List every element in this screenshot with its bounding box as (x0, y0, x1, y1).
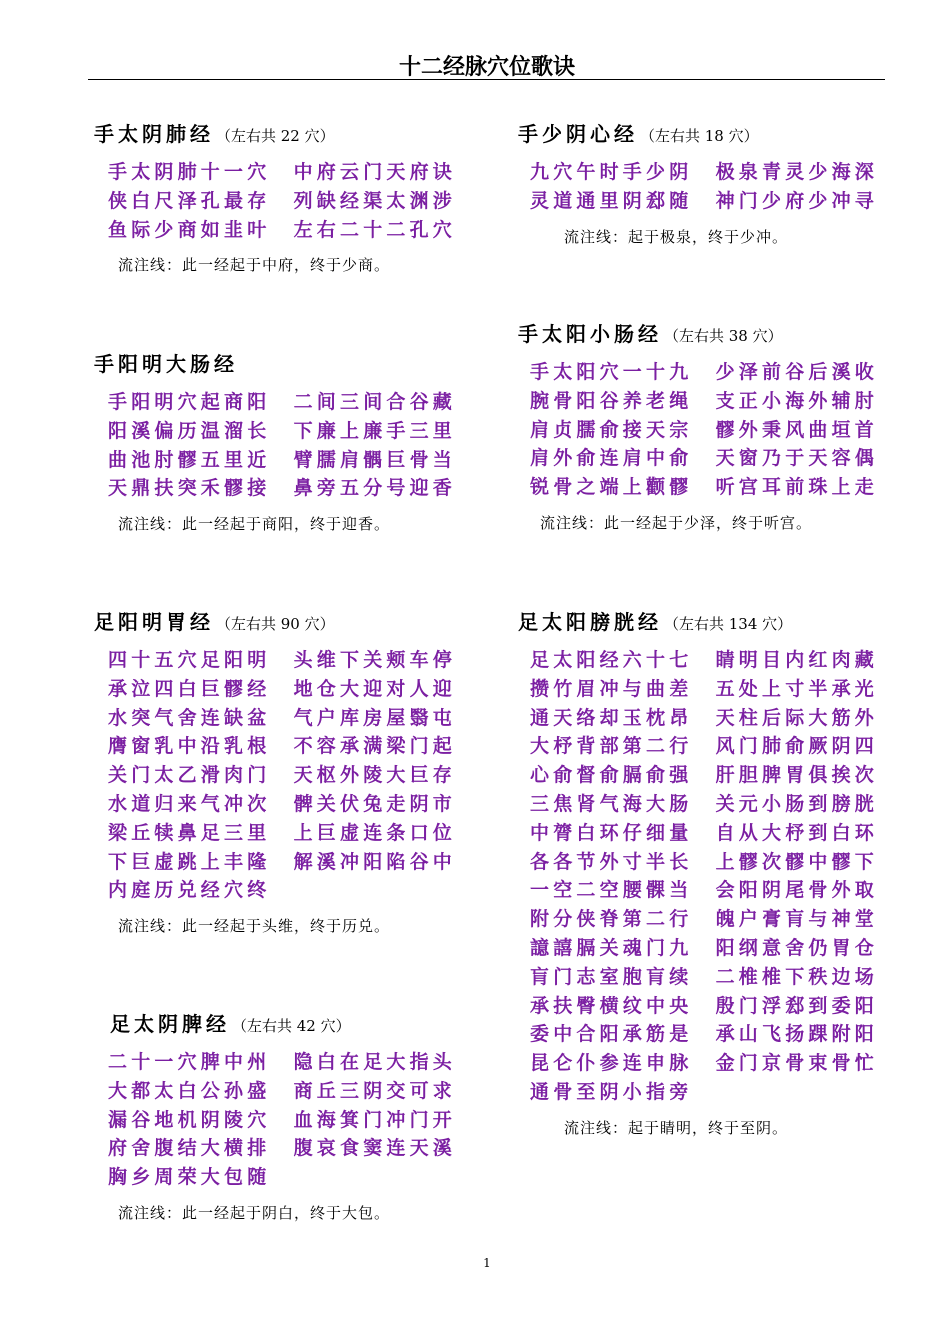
section-header (94, 606, 456, 636)
flow-line: 流注线：此一经起于阴白，终于大包。 (118, 1203, 391, 1222)
verse-line: 心俞督俞膈俞强 肝胆脾胃俱挨次 (530, 764, 879, 787)
verse-line: 手阳明穴起商阳 二间三间合谷藏 (108, 391, 457, 413)
verse-line: 四十五穴足阳明 头维下关颊车停 (108, 649, 457, 671)
verse-line: 内庭历兑经穴终 (108, 879, 271, 902)
flow-line: 流注线：起于极泉，终于少冲。 (564, 227, 789, 246)
section-header (518, 118, 878, 148)
section-stomach-meridian (94, 606, 456, 936)
acupoint-count: （左右共 38 穴） (664, 327, 783, 345)
verse-line: 承泣四白巨髎经 地仓大迎对人迎 (108, 677, 457, 700)
section-large-intestine-meridian (94, 348, 456, 534)
verse-line: 关门太乙滑肉门 天枢外陵大巨存 (108, 764, 457, 787)
verse-block (530, 646, 878, 1107)
acupoint-count: （左右共 18 穴） (640, 127, 759, 145)
verse-line: 通天络却玉枕昂 天柱后际大筋外 (530, 706, 879, 729)
section-heart-meridian (518, 118, 878, 247)
flow-line: 流注线：此一经起于中府，终于少商。 (118, 256, 391, 275)
section-small-intestine-meridian (518, 318, 878, 533)
flow-line: 流注线：此一经起于少泽，终于听宫。 (540, 513, 813, 532)
verse-block (108, 158, 456, 244)
verse-line: 漏谷地机阴陵穴 血海箕门冲门开 (108, 1108, 457, 1131)
section-spleen-meridian (110, 1008, 456, 1223)
verse-line: 中膂白环仔细量 自从大杼到白环 (530, 821, 879, 844)
verse-line: 委中合阳承筋是 承山飞扬踝附阳 (530, 1023, 879, 1046)
verse-line: 胸乡周荣大包随 (108, 1166, 271, 1189)
verse-block (108, 1048, 456, 1192)
verse-line: 阳溪偏历温溜长 下廉上廉手三里 (108, 419, 457, 442)
verse-line: 水道归来气冲次 髀关伏兔走阴市 (108, 792, 457, 815)
section-bladder-meridian (518, 606, 878, 1138)
section-header (518, 606, 878, 636)
verse-block (108, 388, 456, 503)
verse-line: 二十一穴脾中州 隐白在足大指头 (108, 1051, 457, 1073)
section-title: 手太阴肺经 (94, 122, 214, 146)
verse-line: 腕骨阳谷养老绳 支正小海外辅肘 (530, 389, 879, 412)
flow-line: 流注线：此一经起于头维，终于历兑。 (118, 917, 391, 936)
verse-line: 锐骨之端上颧髎 听宫耳前珠上走 (530, 476, 879, 499)
verse-line: 承扶臀横纹中央 殷门浮郄到委阳 (530, 994, 879, 1017)
section-header (518, 318, 878, 348)
flow-line: 流注线：起于睛明，终于至阴。 (564, 1118, 789, 1137)
verse-line: 鱼际少商如韭叶 左右二十二孔穴 (108, 218, 457, 241)
title-divider (88, 79, 885, 80)
acupoint-count: （左右共 42 穴） (232, 1017, 351, 1035)
verse-line: 譩譆膈关魂门九 阳纲意舍仍胃仓 (530, 936, 879, 959)
acupoint-count: （左右共 22 穴） (216, 127, 335, 145)
verse-line: 一空二空腰髁当 会阳阴尾骨外取 (530, 879, 879, 902)
verse-line: 三焦肾气海大肠 关元小肠到膀胱 (530, 792, 879, 815)
section-title: 足太阴脾经 (110, 1012, 230, 1036)
verse-line: 附分侠脊第二行 魄户膏肓与神堂 (530, 908, 879, 931)
verse-block (530, 158, 878, 216)
section-title: 手太阳小肠经 (518, 322, 662, 346)
verse-block (530, 358, 878, 502)
verse-line: 水突气舍连缺盆 气户库房屋翳屯 (108, 706, 457, 729)
verse-line: 肩外俞连肩中俞 天窗乃于天容偶 (530, 447, 879, 470)
section-title: 足太阳膀胱经 (518, 610, 662, 634)
verse-line: 大都太白公孙盛 商丘三阴交可求 (108, 1079, 457, 1102)
verse-line: 九穴午时手少阴 极泉青灵少海深 (530, 161, 879, 183)
verse-line: 通骨至阴小指旁 (530, 1080, 693, 1103)
flow-line: 流注线：此一经起于商阳，终于迎香。 (118, 515, 391, 534)
verse-line: 肩贞臑俞接天宗 髎外秉风曲垣首 (530, 418, 879, 441)
verse-line: 肓门志室胞肓续 二椎椎下秩边场 (530, 965, 879, 988)
verse-line: 手太阳穴一十九 少泽前谷后溪收 (530, 361, 879, 383)
verse-line: 府舍腹结大横排 腹哀食窦连天溪 (108, 1137, 457, 1160)
section-title: 足阳明胃经 (94, 610, 214, 634)
section-header (94, 348, 456, 378)
verse-line: 梁丘犊鼻足三里 上巨虚连条口位 (108, 821, 457, 844)
verse-line: 天鼎扶突禾髎接 鼻旁五分号迎香 (108, 477, 457, 500)
verse-line: 昆仑仆参连申脉 金门京骨束骨忙 (530, 1052, 879, 1075)
verse-line: 下巨虚跳上丰隆 解溪冲阳陷谷中 (108, 850, 457, 873)
acupoint-count: （左右共 134 穴） (664, 615, 793, 633)
acupoint-count: （左右共 90 穴） (216, 615, 335, 633)
verse-line: 曲池肘髎五里近 臂臑肩髃巨骨当 (108, 448, 457, 471)
verse-line: 膺窗乳中沿乳根 不容承满梁门起 (108, 735, 457, 758)
section-title: 手少阴心经 (518, 122, 638, 146)
section-header (110, 1008, 456, 1038)
page-title: 十二经脉穴位歌诀 (398, 55, 575, 80)
verse-line: 大杼背部第二行 风门肺俞厥阴四 (530, 735, 879, 758)
verse-line: 足太阳经六十七 睛明目内红肉藏 (530, 649, 879, 671)
verse-line: 各各节外寸半长 上髎次髎中髎下 (530, 850, 879, 873)
section-header (94, 118, 456, 148)
section-title: 手阳明大肠经 (94, 352, 238, 376)
verse-block (108, 646, 456, 905)
verse-line: 手太阴肺十一穴 中府云门天府诀 (108, 161, 457, 183)
verse-line: 侠白尺泽孔最存 列缺经渠太渊涉 (108, 189, 457, 212)
verse-line: 灵道通里阴郄随 神门少府少冲寻 (530, 189, 879, 212)
verse-line: 攒竹眉冲与曲差 五处上寸半承光 (530, 677, 879, 700)
section-lung-meridian (94, 118, 456, 275)
page-number: 1 (483, 1256, 491, 1270)
